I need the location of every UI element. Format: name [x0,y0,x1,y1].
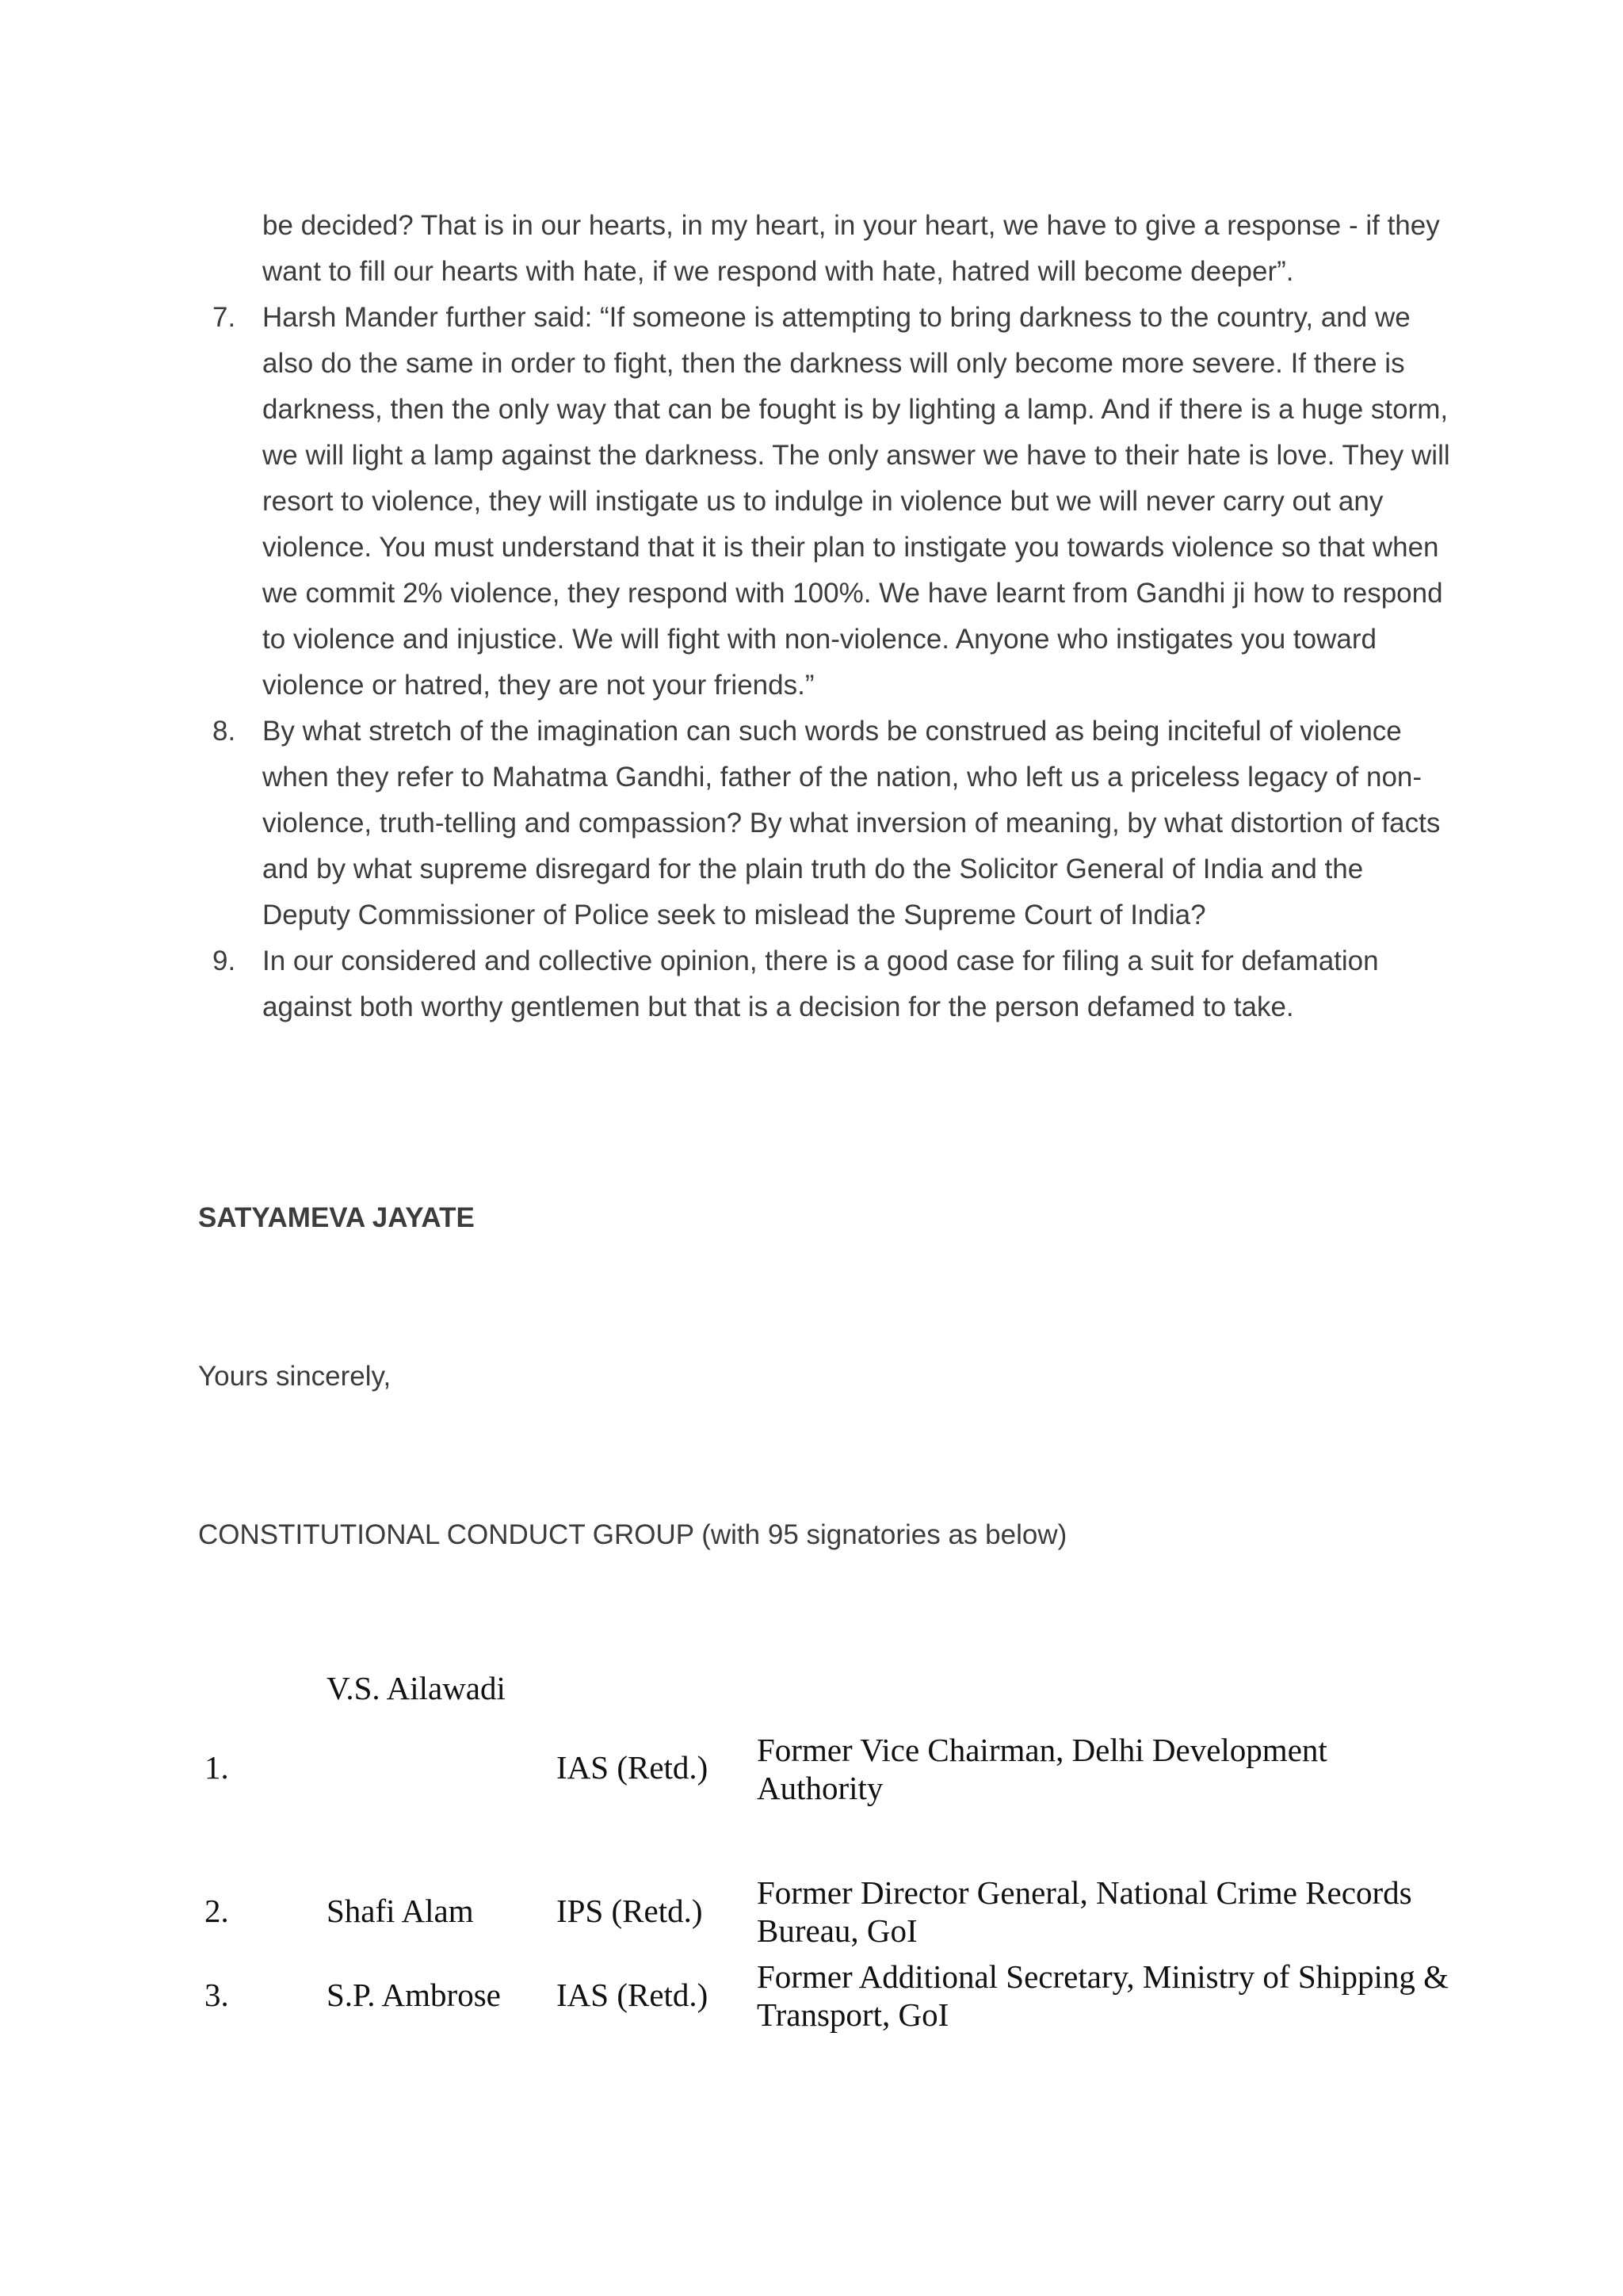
point-9 [198,938,1466,1030]
point-8 [198,709,1466,938]
signatory-designation: Former Director General, National Crime Records Bureau, GoI [757,1874,1412,1949]
point-text: By what stretch of the imagination can such words be construed as being inciteful of violence when they refer to Mahatma Gandhi, father of the nation, who left us a priceless legacy of non-violence, truth-telling and compassion? By what inversion of meaning, by what distortion of facts and by what supreme disregard for the plain truth do the Solicitor General of India and the Deputy Commissioner of Police seek to mislead the Supreme Court of India? [262,716,1441,930]
signatory-name: S.P. Ambrose [327,1977,501,2013]
signatory-service: IAS (Retd.) [556,1749,708,1786]
signatory-name: Shafi Alam [327,1893,474,1929]
closing-salutation: Yours sincerely, [198,1361,391,1392]
signatory-service: IPS (Retd.) [556,1893,703,1929]
motto-heading: SATYAMEVA JAYATE [198,1202,475,1233]
point-text: Harsh Mander further said: “If someone is attempting to bring darkness to the country, and we also do the same in order to fight, then the darkness will only become more severe. If there is darkness, then the only way that can be fought is by lighting a lamp. And if there is a huge storm, we will light a lamp against the darkness. The only answer we have to their hate is love. They will resort to violence, they will instigate us to indulge in violence but we will never carry out any violence. You must understand that it is their plan to instigate you towards violence so that when we commit 2% violence, they respond with 100%. We have learnt from Gandhi ji how to respond to violence and injustice. We will fight with non-violence. Anyone who instigates you toward violence or hatred, they are not your friends.” [262,302,1450,701]
point-text: In our considered and collective opinion, there is a good case for filing a suit for defamation against both worthy gentlemen but that is a decision for the person defamed to take. [262,946,1379,1022]
signatory-number: 2. [204,1893,229,1929]
signatory-name: V.S. Ailawadi [327,1670,506,1706]
signatory-number: 1. [204,1749,229,1786]
signatory-number: 3. [204,1977,229,2013]
continued-paragraph: be decided? That is in our hearts, in my heart, in your heart, we have to give a response - if they want to fill our hearts with hate, if we respond with hate, hatred will become deeper”. [262,210,1440,287]
point-number: 8. [212,716,236,747]
point-7 [198,295,1466,709]
signatory-group-line: CONSTITUTIONAL CONDUCT GROUP (with 95 signatories as below) [198,1519,1067,1550]
point-number: 7. [212,302,236,333]
signatory-service: IAS (Retd.) [556,1977,708,2013]
numbered-points [198,295,1466,1030]
signatory-designation: Former Vice Chairman, Delhi Development Authority [757,1732,1327,1806]
point-number: 9. [212,946,236,976]
signatory-designation: Former Additional Secretary, Ministry of Shipping & Transport, GoI [757,1958,1449,2033]
